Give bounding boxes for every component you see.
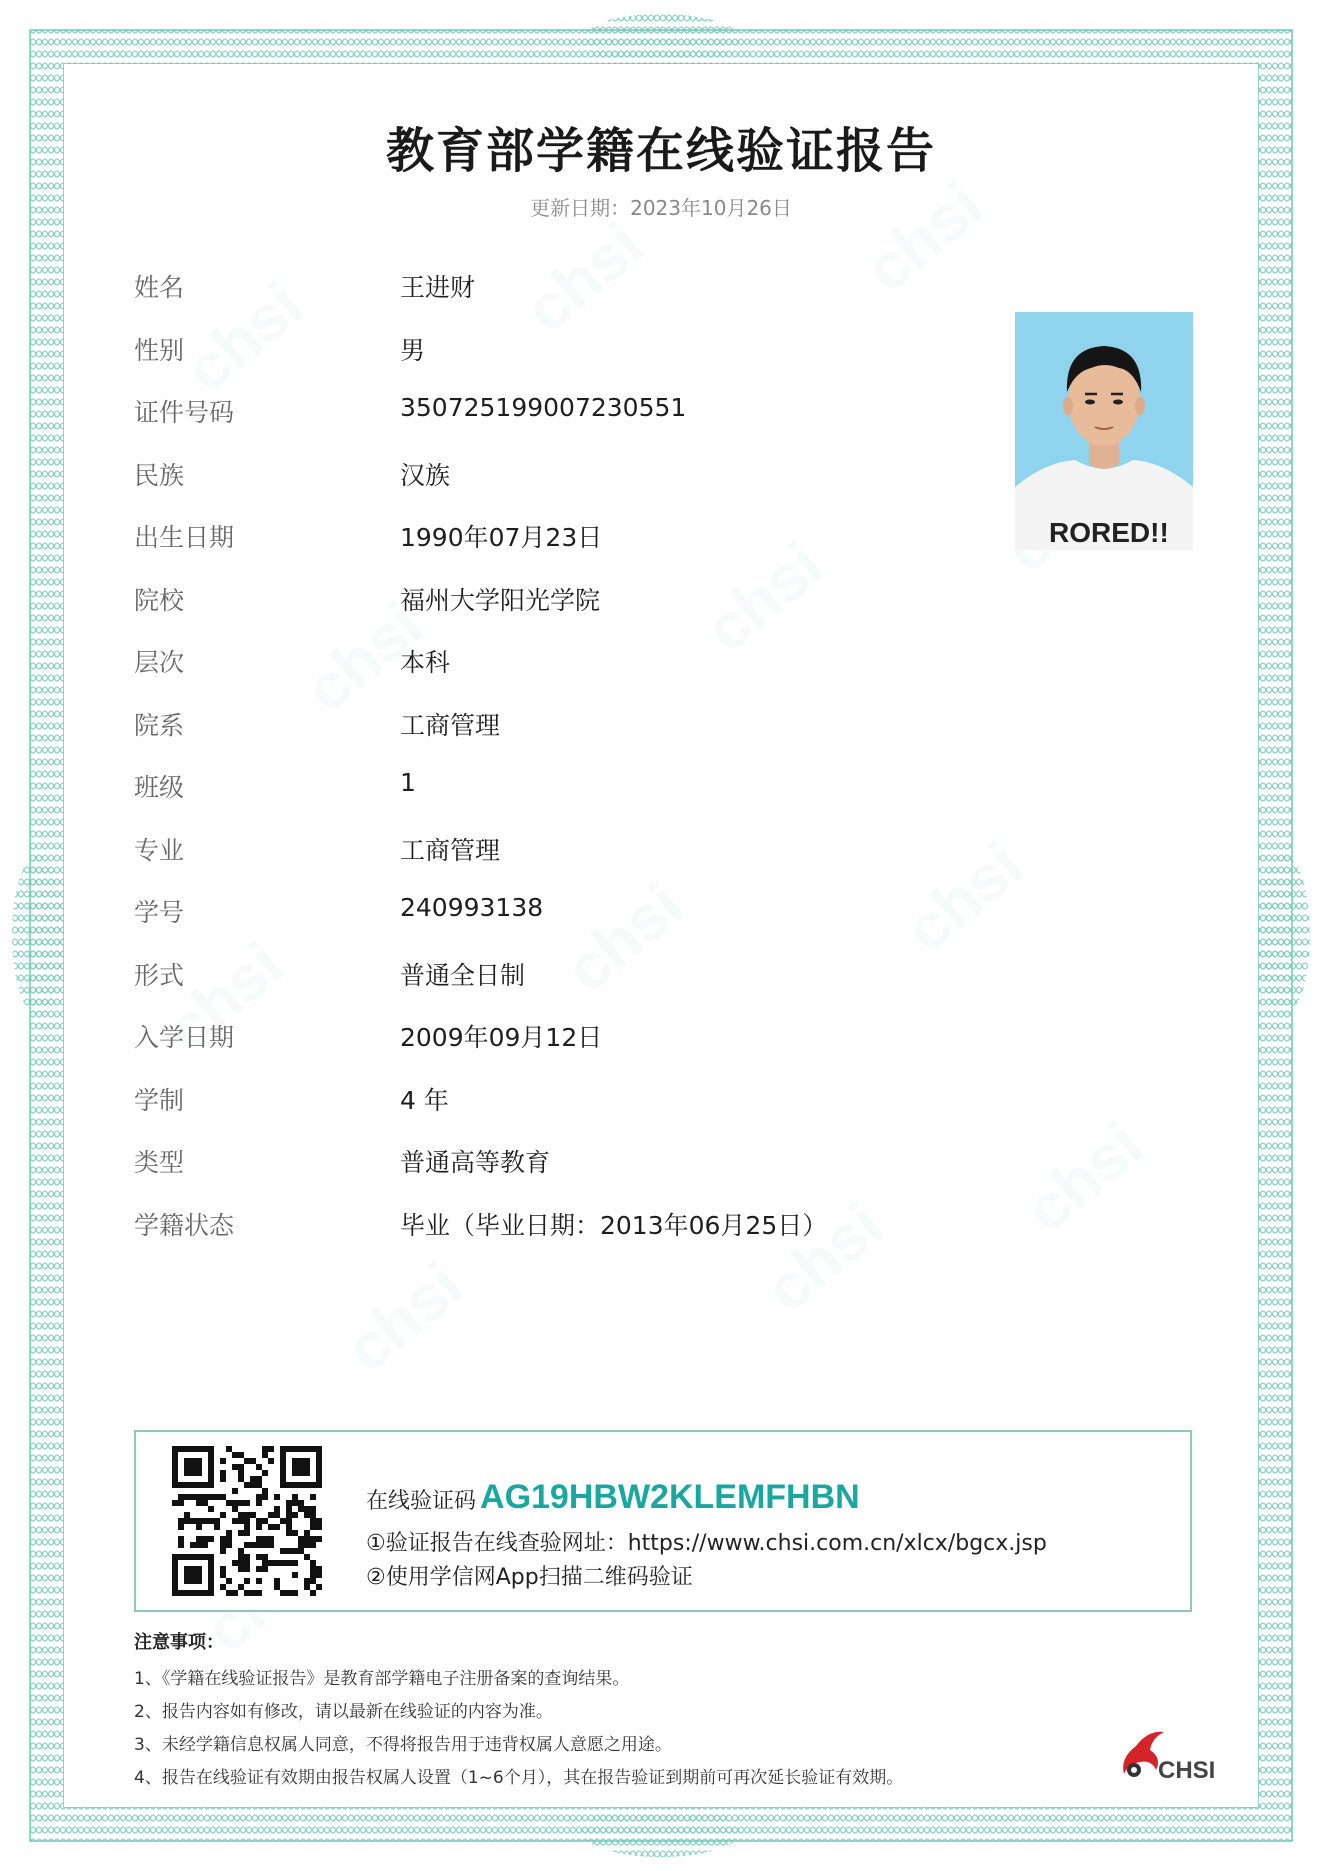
verification-box — [134, 1430, 1192, 1612]
field-value: 本科 — [400, 648, 451, 677]
note-item: 3、未经学籍信息权属人同意，不得将报告用于违背权属人意愿之用途。 — [134, 1735, 672, 1755]
field-label: 层次 — [134, 648, 185, 677]
svg-text:RORED!!: RORED!! — [1049, 517, 1169, 548]
note-item: 1、《学籍在线验证报告》是教育部学籍电子注册备案的查询结果。 — [134, 1669, 630, 1689]
field-value: 350725199007230551 — [400, 393, 687, 422]
field-label: 出生日期 — [134, 523, 235, 552]
verify-app-line: ②使用学信网App扫描二维码验证 — [366, 1565, 693, 1590]
verify-code-label: 在线验证码 — [366, 1489, 477, 1514]
field-value: 1990年07月23日 — [400, 523, 603, 552]
field-label: 学籍状态 — [134, 1210, 235, 1240]
field-value: 工商管理 — [400, 710, 501, 740]
field-label: 性别 — [134, 335, 185, 365]
field-value: 福州大学阳光学院 — [400, 585, 601, 615]
update-date: 更新日期：2023年10月26日 — [530, 196, 792, 220]
verify-url-line: ①验证报告在线查验网址：https://www.chsi.com.cn/xlcx/bgcx.jsp — [366, 1531, 1047, 1556]
field-value: 工商管理 — [400, 835, 501, 865]
report-title: 教育部学籍在线验证报告 — [385, 123, 936, 179]
note-item: 2、报告内容如有修改，请以最新在线验证的内容为准。 — [134, 1702, 553, 1722]
field-label: 民族 — [134, 460, 185, 490]
qr-code[interactable] — [172, 1446, 322, 1596]
notes-section — [134, 1628, 903, 1796]
field-label: 学号 — [134, 898, 185, 927]
field-value: 普通高等教育 — [400, 1148, 551, 1177]
field-label: 形式 — [134, 960, 185, 990]
portrait-image — [1015, 312, 1193, 550]
field-value: 毕业（毕业日期：2013年06月25日） — [400, 1210, 828, 1240]
notes-title: 注意事项： — [134, 1632, 224, 1653]
field-label: 证件号码 — [134, 398, 235, 427]
field-label: 班级 — [134, 773, 185, 802]
verify-code-line — [366, 1478, 860, 1517]
field-value: 普通全日制 — [400, 960, 526, 990]
field-label: 院校 — [134, 585, 185, 615]
field-value: 汉族 — [400, 460, 451, 490]
field-value: 240993138 — [400, 893, 544, 922]
svg-text:CHSI: CHSI — [1158, 1757, 1216, 1784]
field-label: 学制 — [134, 1085, 185, 1115]
field-value: 王进财 — [400, 273, 476, 302]
field-label: 专业 — [134, 835, 185, 865]
field-label: 入学日期 — [134, 1023, 235, 1052]
chsi-logo — [1118, 1728, 1228, 1788]
field-value: 2009年09月12日 — [400, 1023, 603, 1052]
field-label: 姓名 — [134, 273, 185, 302]
field-label: 院系 — [134, 710, 185, 740]
field-value: 男 — [400, 335, 426, 365]
student-photo — [1015, 312, 1193, 550]
verify-code: AG19HBW2KLEMFHBN — [480, 1478, 860, 1516]
field-label: 类型 — [134, 1148, 185, 1177]
field-value: 1 — [400, 768, 416, 797]
note-item: 4、报告在线验证有效期由报告权属人设置（1~6个月），其在报告验证到期前可再次延长验证有效期。 — [134, 1768, 904, 1788]
field-value: 4 年 — [400, 1085, 449, 1115]
